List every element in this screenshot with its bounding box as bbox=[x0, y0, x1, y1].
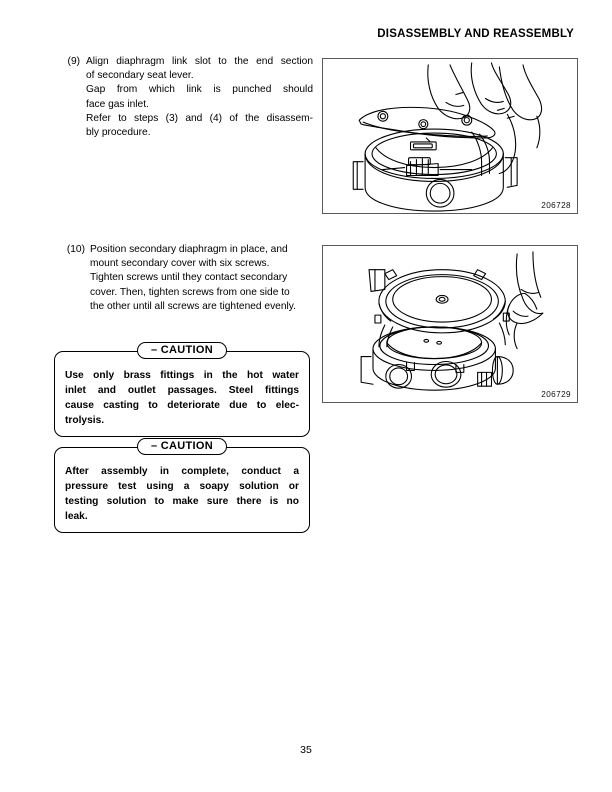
step-number: (9) bbox=[67, 56, 80, 67]
step-line: the other until all screws are tightened evenly. bbox=[90, 300, 296, 312]
figure-caption: 206728 bbox=[541, 201, 571, 210]
secondary-diaphragm-illustration bbox=[323, 246, 577, 402]
caution-badge-label: – CAUTION bbox=[137, 342, 227, 359]
caution-box-pressure-test bbox=[54, 440, 310, 533]
caution-line: inlet and outlet passages. Steel fittings bbox=[65, 385, 299, 396]
caution-body bbox=[55, 352, 309, 436]
caution-line: After assembly in complete, conduct a bbox=[65, 466, 299, 477]
page-title: DISASSEMBLY AND REASSEMBLY bbox=[377, 28, 574, 40]
step-line: of secondary seat lever. bbox=[86, 70, 194, 82]
caution-box-brass-fittings bbox=[54, 344, 310, 437]
step-line: Refer to steps (3) and (4) of the disassem- bbox=[86, 112, 313, 124]
caution-line: leak. bbox=[65, 511, 88, 522]
step-line: Align diaphragm link slot to the end section bbox=[86, 56, 313, 67]
caution-body bbox=[55, 448, 309, 532]
figure-206728 bbox=[322, 58, 578, 214]
step-line: Tighten screws until they contact secondary bbox=[90, 272, 288, 284]
caution-badge-label: – CAUTION bbox=[137, 438, 227, 455]
diaphragm-link-illustration bbox=[323, 59, 577, 213]
caution-line: trolysis. bbox=[65, 415, 105, 426]
step-line: bly procedure. bbox=[86, 127, 151, 139]
instruction-step-10 bbox=[58, 243, 320, 314]
step-number: (10) bbox=[66, 244, 85, 255]
step-text bbox=[90, 243, 320, 314]
figure-206729 bbox=[322, 245, 578, 403]
step-line: face gas inlet. bbox=[86, 98, 149, 110]
instruction-step-9 bbox=[58, 55, 313, 140]
page-number: 35 bbox=[300, 744, 312, 756]
figure-caption: 206729 bbox=[541, 390, 571, 399]
caution-line: testing solution to make sure there is no bbox=[65, 496, 299, 507]
caution-line: Use only brass fittings in the hot water bbox=[65, 370, 299, 381]
step-line: Gap from which link is punched should bbox=[86, 84, 313, 96]
step-line: cover. Then, tighten screws from one side to bbox=[90, 286, 290, 298]
step-text bbox=[86, 55, 313, 140]
step-line: Position secondary diaphragm in place, and bbox=[90, 244, 288, 255]
step-line: mount secondary cover with six screws. bbox=[90, 258, 270, 270]
caution-line: cause casting to deteriorate due to elec- bbox=[65, 400, 299, 411]
caution-line: pressure test using a soapy solution or bbox=[65, 481, 299, 492]
